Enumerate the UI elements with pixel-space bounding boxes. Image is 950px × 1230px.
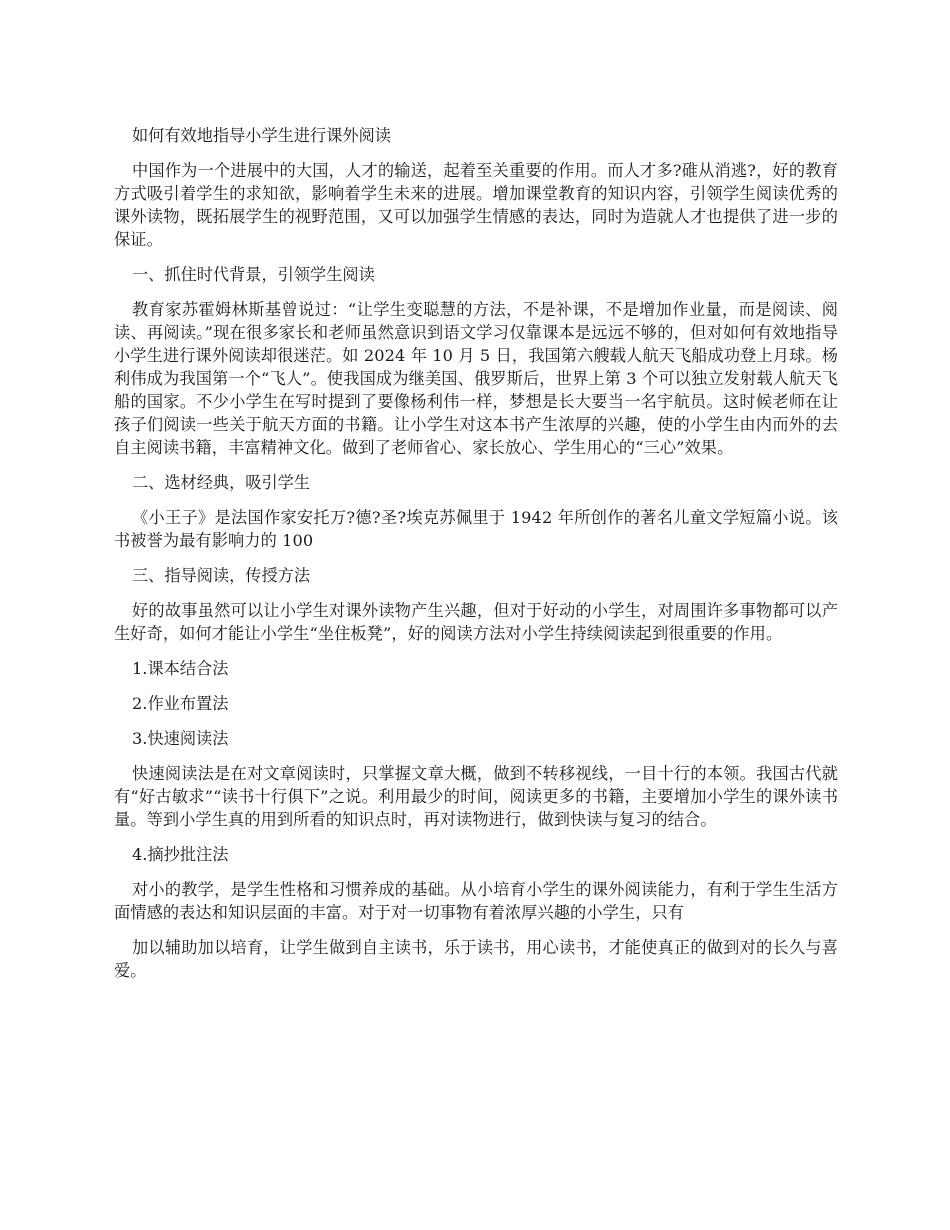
paragraph-method-4: 对小的教学，是学生性格和习惯养成的基础。从小培育小学生的课外阅读能力，有利于学生生活方面情感的表达和知识层面的丰富。对于对一切事物有着浓厚兴趣的小学生，只有 (114, 880, 838, 922)
method-heading-1: 1.课本结合法 (132, 659, 229, 678)
document-page (114, 124, 838, 994)
section-heading-3: 三、指导阅读，传授方法 (132, 566, 311, 585)
paragraph-section-2: 《小王子》是法国作家安托万?德?圣?埃克苏佩里于 1942 年所创作的著名儿童文学短篇小说。该书被誉为最有影响力的 100 (114, 508, 838, 550)
paragraph-method-3: 快速阅读法是在对文章阅读时，只掌握文章大概，做到不转移视线，一目十行的本领。我国古代就有“好古敏求”“读书十行俱下”之说。利用最少的时间，阅读更多的书籍，主要增加小学生的课外读书量。等到小学生真的用到所看的知识点时，再对读物进行，做到快读与复习的结合。 (114, 764, 838, 829)
section-heading-2: 二、选材经典，吸引学生 (132, 473, 311, 492)
paragraph-closing: 加以辅助加以培育，让学生做到自主读书，乐于读书，用心读书，才能使真正的做到对的长久与喜爱。 (114, 938, 838, 980)
method-heading-2: 2.作业布置法 (132, 694, 229, 713)
paragraph-section-1: 教育家苏霍姆林斯基曾说过：“让学生变聪慧的方法，不是补课，不是增加作业量，而是阅读、阅读、再阅读。”现在很多家长和老师虽然意识到语文学习仅靠课本是远远不够的，但对如何有效地指导小学生进行课外阅读却很迷茫。如 2024 年 10 月 5 日，我国第六艘载人航天飞船成功登上月球。杨利伟成为我国第一个“飞人”。使我国成为继美国、俄罗斯后，世界上第 3 个可以独立发射载人航天飞船的国家。不少小学生在写时提到了要像杨利伟一样，梦想是长大要当一名宇航员。这时候老师在让孩子们阅读一些关于航天方面的书籍。让小学生对这本书产生浓厚的兴趣，使的小学生由内而外的去自主阅读书籍，丰富精神文化。做到了老师省心、家长放心、学生用心的“三心”效果。 (114, 300, 838, 457)
method-heading-3: 3.快速阅读法 (132, 729, 229, 748)
document-title: 如何有效地指导小学生进行课外阅读 (132, 126, 391, 145)
method-heading-4: 4.摘抄批注法 (132, 845, 229, 864)
section-heading-1: 一、抓住时代背景，引领学生阅读 (132, 265, 375, 284)
paragraph-section-3: 好的故事虽然可以让小学生对课外读物产生兴趣，但对于好动的小学生，对周围许多事物都可以产生好奇，如何才能让小学生“坐住板凳”，好的阅读方法对小学生持续阅读起到很重要的作用。 (114, 601, 838, 643)
paragraph-intro: 中国作为一个进展中的大国，人才的输送，起着至关重要的作用。而人才多?碓从消逃?，好的教育方式吸引着学生的求知欲，影响着学生未来的进展。增加课堂教育的知识内容，引领学生阅读优秀的课外读物，既拓展学生的视野范围，又可以加强学生情感的表达，同时为造就人才也提供了进一步的保证。 (114, 161, 838, 249)
